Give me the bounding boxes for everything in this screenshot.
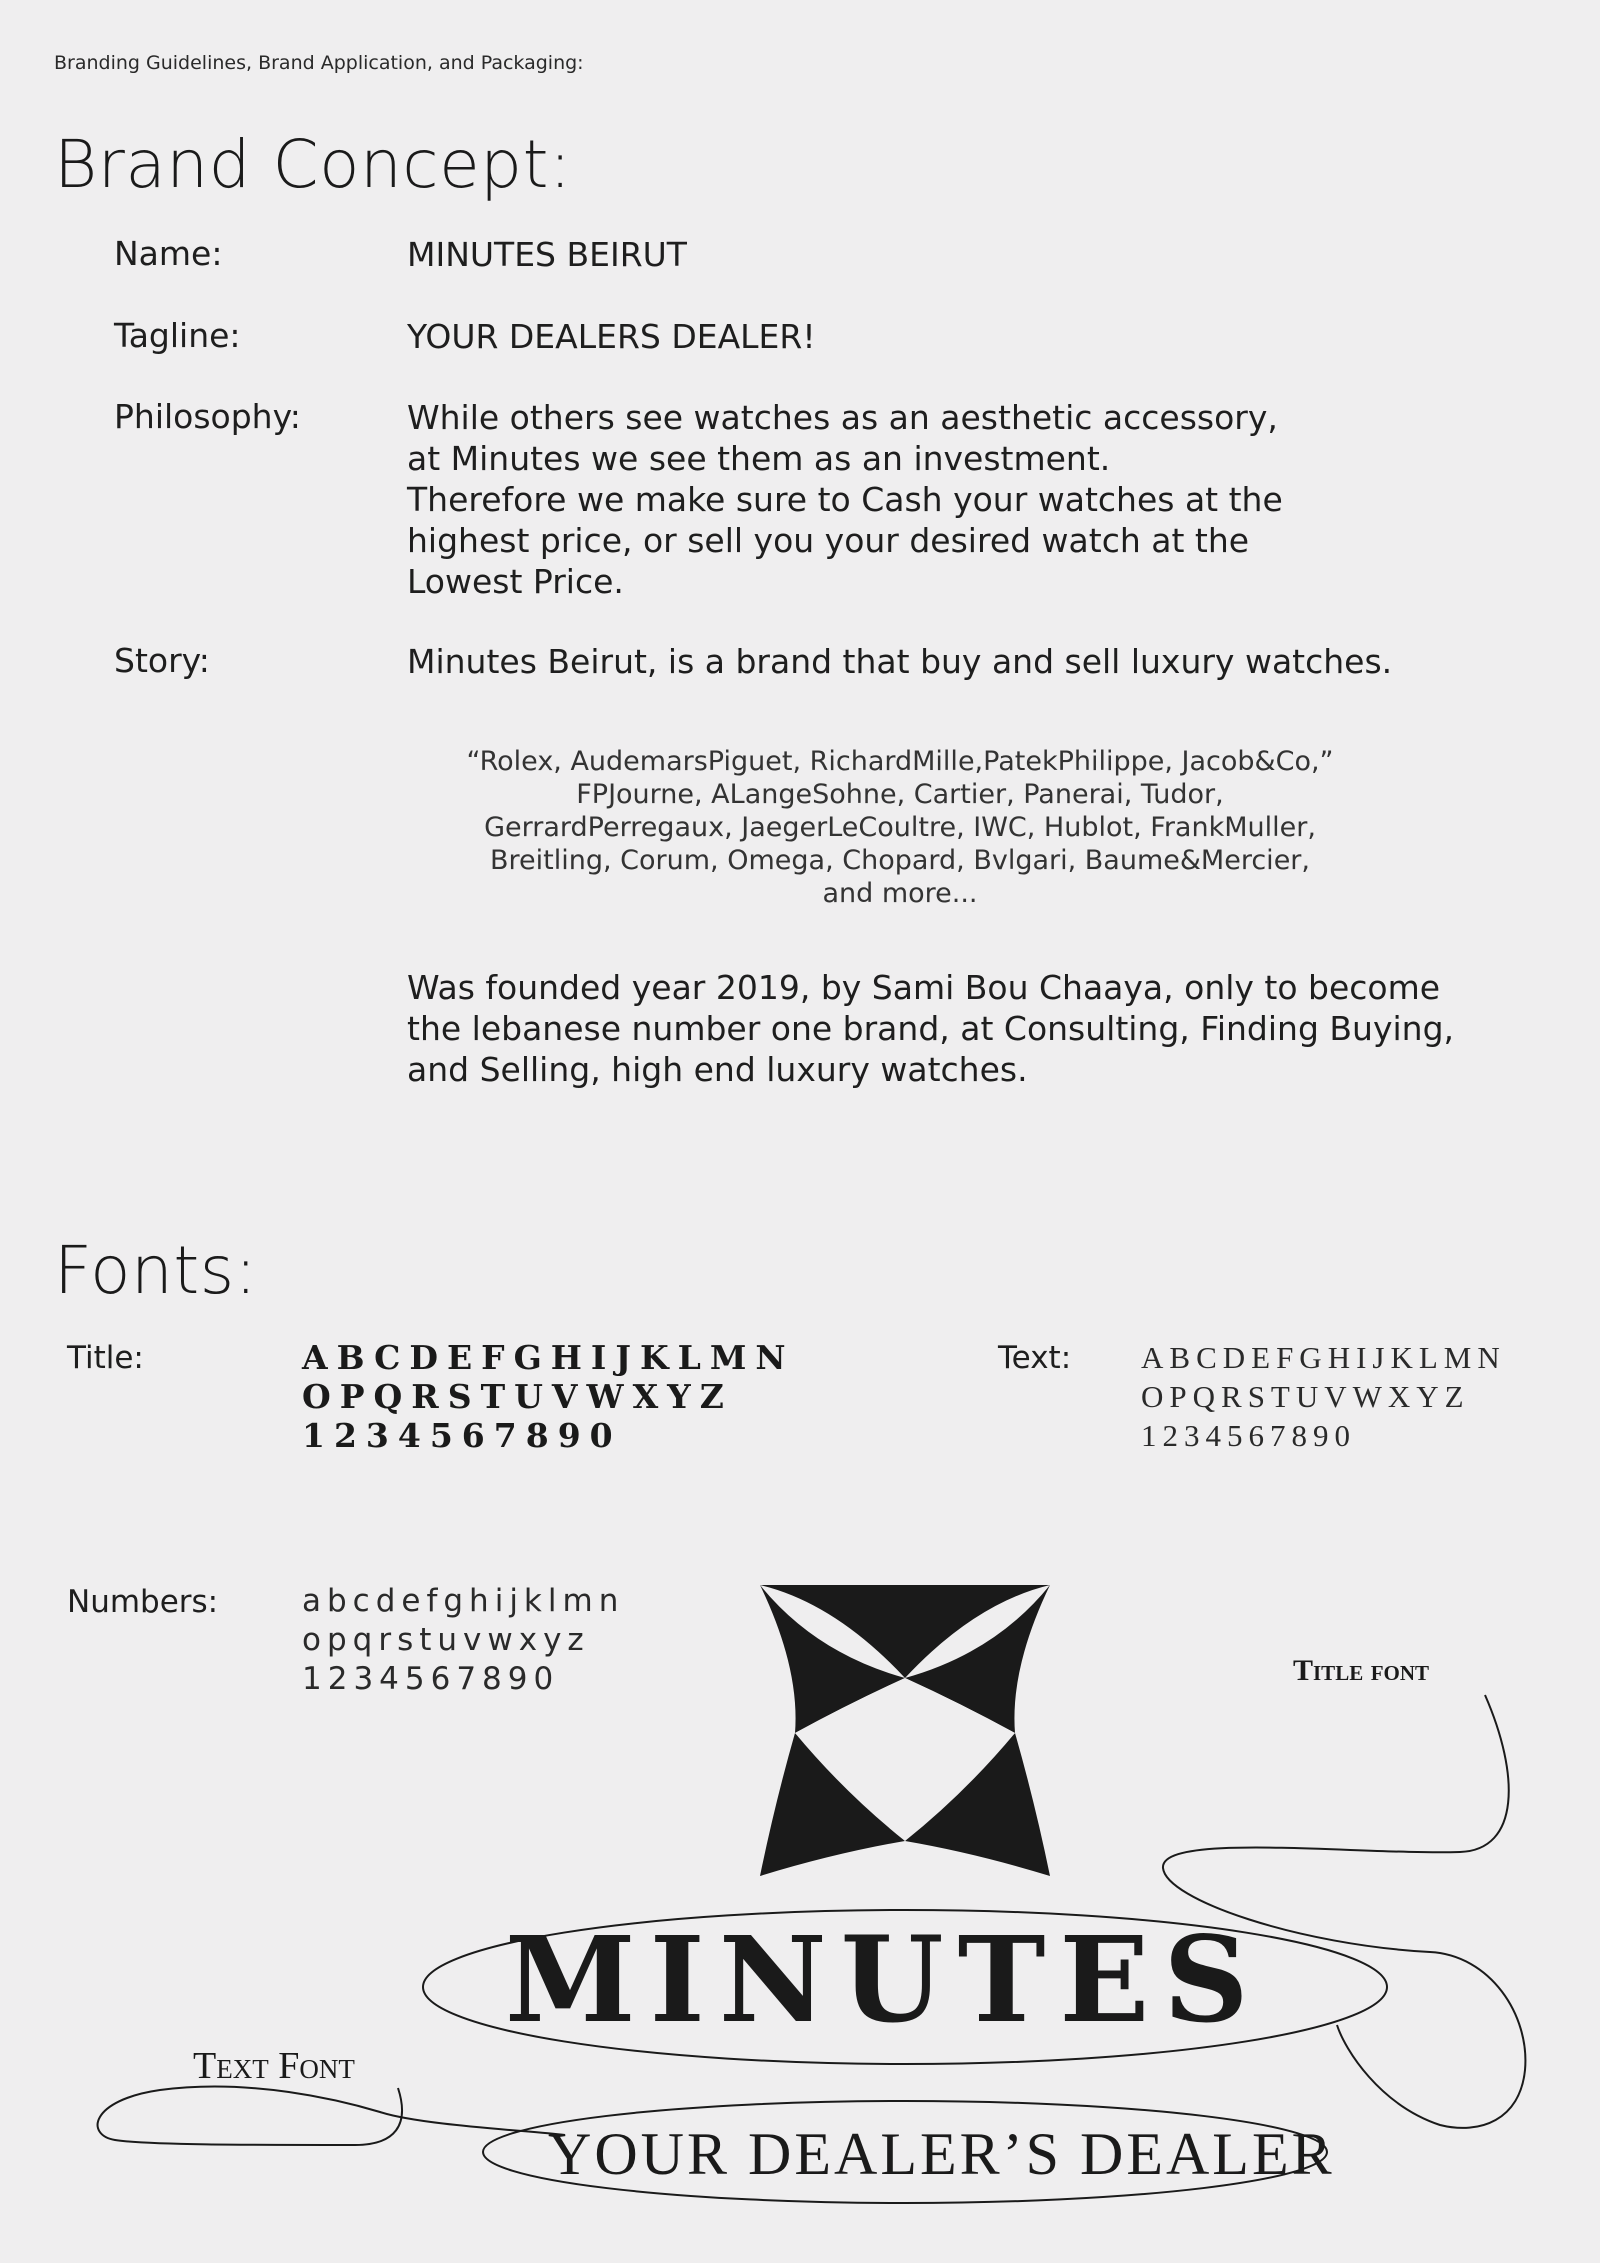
text-font-annotation: Text Font	[193, 2045, 355, 2087]
title-font-specimen	[302, 1338, 795, 1455]
title-font-row: ABCDEFGHIJKLMN	[302, 1338, 795, 1377]
tagline-label: Tagline:	[114, 316, 241, 355]
numbers-font-label: Numbers:	[67, 1584, 219, 1620]
brands-list	[420, 745, 1380, 910]
founded-line: and Selling, high end luxury watches.	[407, 1050, 1028, 1089]
tagline-value: YOUR DEALERS DEALER!	[407, 317, 816, 356]
numbers-font-row: 1234567890	[302, 1661, 560, 1697]
founded-line: Was founded year 2019, by Sami Bou Chaaya, only to become	[407, 968, 1441, 1007]
brands-line: GerrardPerregaux, JaegerLeCoultre, IWC, Hublot, FrankMuller,	[484, 812, 1316, 843]
document-header: Branding Guidelines, Brand Application, and Packaging:	[54, 52, 584, 74]
title-font-label: Title:	[67, 1340, 144, 1376]
title-font-annotation: Title font	[1293, 1654, 1430, 1687]
text-font-row: 1234567890	[1141, 1418, 1356, 1453]
founded-text	[407, 967, 1567, 1090]
text-font-specimen	[1141, 1338, 1506, 1455]
philosophy-line: highest price, or sell you your desired watch at the	[407, 521, 1250, 560]
numbers-font-row: opqrstuvwxyz	[302, 1622, 590, 1658]
title-font-row: 1234567890	[302, 1416, 622, 1455]
story-text: Minutes Beirut, is a brand that buy and sell luxury watches.	[407, 642, 1393, 681]
text-font-row: OPQRSTUVWXYZ	[1141, 1379, 1470, 1414]
fonts-heading: Fonts:	[54, 1232, 258, 1309]
philosophy-line: at Minutes we see them as an investment.	[407, 439, 1111, 478]
logo-wordmark: MINUTES	[505, 1910, 1263, 2049]
philosophy-line: Therefore we make sure to Cash your watches at the	[407, 480, 1283, 519]
brand-concept-heading: Brand Concept:	[54, 126, 572, 203]
philosophy-line: Lowest Price.	[407, 562, 624, 601]
philosophy-text	[407, 397, 1407, 602]
philosophy-line: While others see watches as an aesthetic accessory,	[407, 398, 1278, 437]
logo-tagline: YOUR DEALER’S DEALER	[548, 2121, 1335, 2187]
founded-line: the lebanese number one brand, at Consulting, Finding Buying,	[407, 1009, 1455, 1048]
name-value: MINUTES BEIRUT	[407, 235, 687, 274]
numbers-font-row: abcdefghijklmn	[302, 1583, 625, 1619]
brands-line: “Rolex, AudemarsPiguet, RichardMille,PatekPhilippe, Jacob&Co,”	[466, 746, 1334, 777]
brands-line: FPJourne, ALangeSohne, Cartier, Panerai, Tudor,	[576, 779, 1224, 810]
story-label: Story:	[114, 641, 210, 680]
title-font-row: OPQRSTUVWXYZ	[302, 1377, 733, 1416]
brands-line: and more...	[822, 878, 978, 909]
text-font-row: ABCDEFGHIJKLMN	[1141, 1340, 1506, 1375]
brands-line: Breitling, Corum, Omega, Chopard, Bvlgari, Baume&Mercier,	[490, 845, 1310, 876]
text-font-label: Text:	[998, 1340, 1072, 1376]
name-label: Name:	[114, 234, 223, 273]
philosophy-label: Philosophy:	[114, 397, 301, 436]
